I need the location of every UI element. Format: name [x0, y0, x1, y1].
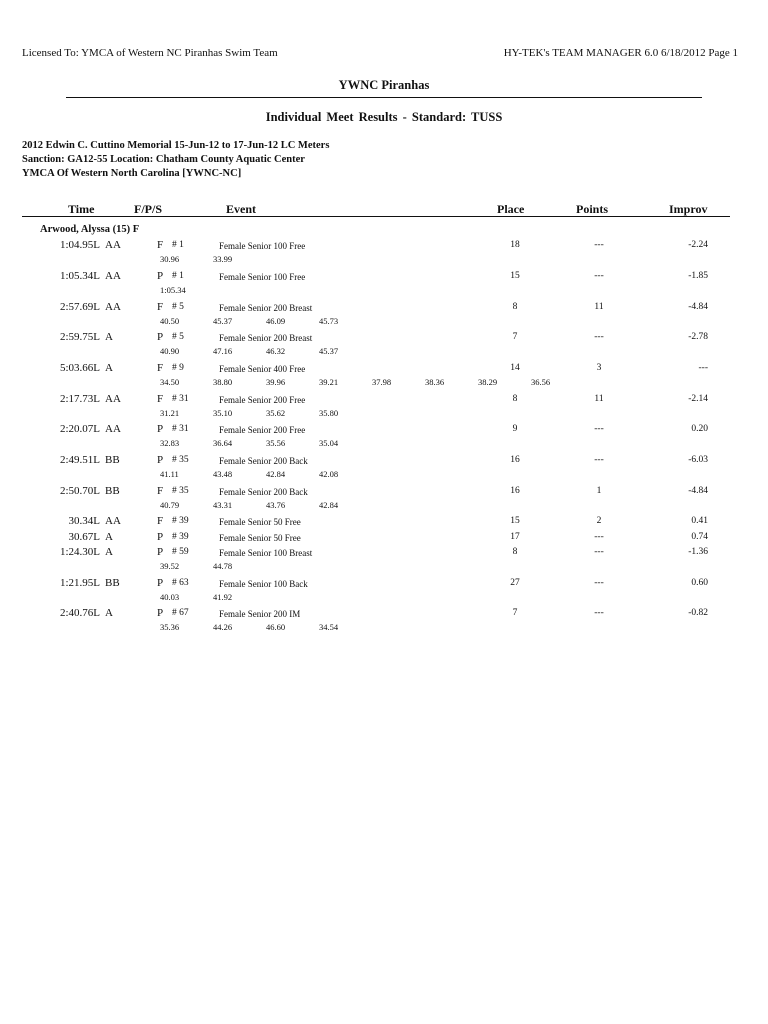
result-improv: 0.41 [691, 516, 708, 526]
result-time: 2:20.07L [59, 423, 100, 435]
result-time: 1:24.30L [59, 546, 100, 558]
result-place: 14 [510, 363, 520, 373]
col-header-time: Time [68, 202, 95, 216]
result-fps: F [157, 362, 164, 374]
result-event-number: # 35 [172, 455, 189, 465]
result-split: 46.60 [266, 622, 286, 632]
result-split: 47.16 [213, 346, 233, 356]
swimmer-name: Arwood, Alyssa (15) F [40, 224, 140, 235]
software-page-info: HY-TEK's TEAM MANAGER 6.0 6/18/2012 Page 1 [503, 47, 738, 59]
col-header-fps: F/P/S [134, 202, 163, 216]
result-split: 40.03 [160, 592, 180, 602]
result-standard: AA [105, 270, 121, 282]
result-time: 2:49.51L [59, 454, 100, 466]
result-points: --- [594, 532, 604, 542]
result-event-number: # 63 [172, 578, 189, 588]
col-header-event: Event [226, 202, 256, 216]
result-improv: -1.36 [688, 547, 708, 557]
result-improv: -0.82 [688, 608, 708, 618]
result-points: --- [594, 240, 604, 250]
result-place: 15 [510, 271, 520, 281]
result-event: Female Senior 200 IM [219, 609, 301, 619]
result-fps: P [157, 607, 164, 619]
result-event: Female Senior 100 Free [219, 272, 306, 282]
result-event: Female Senior 50 Free [219, 517, 301, 527]
result-event-number: # 5 [172, 332, 184, 342]
result-time: 1:21.95L [59, 577, 100, 589]
result-improv: -4.84 [688, 486, 708, 496]
result-event: Female Senior 200 Breast [219, 303, 313, 313]
result-split: 1:05.34 [160, 285, 186, 295]
result-points: --- [594, 455, 604, 465]
result-fps: P [157, 423, 164, 435]
result-split: 34.54 [319, 622, 339, 632]
result-points: --- [594, 578, 604, 588]
result-event-number: # 1 [172, 240, 184, 250]
result-standard: BB [105, 485, 120, 497]
result-time: 2:17.73L [59, 393, 100, 405]
result-points: --- [594, 547, 604, 557]
result-place: 16 [510, 455, 520, 465]
result-split: 38.80 [213, 377, 233, 387]
result-improv: -6.03 [688, 455, 708, 465]
result-split: 35.10 [213, 408, 233, 418]
result-improv: -1.85 [688, 271, 708, 281]
result-time: 5:03.66L [59, 362, 100, 374]
result-split: 41.11 [160, 469, 179, 479]
result-time: 1:04.95L [59, 239, 100, 251]
result-time: 2:57.69L [59, 301, 100, 313]
result-split: 40.50 [160, 316, 180, 326]
result-time: 1:05.34L [59, 270, 100, 282]
result-event: Female Senior 100 Back [219, 579, 308, 589]
result-points: 11 [594, 394, 604, 404]
result-split: 35.56 [266, 438, 286, 448]
result-points: 2 [596, 516, 602, 526]
result-split: 46.09 [266, 316, 286, 326]
result-standard: A [105, 331, 113, 343]
result-place: 7 [512, 608, 518, 618]
result-standard: AA [105, 393, 121, 405]
result-event: Female Senior 200 Back [219, 487, 308, 497]
result-split: 31.21 [160, 408, 180, 418]
result-place: 7 [512, 332, 518, 342]
result-standard: BB [105, 454, 120, 466]
result-event: Female Senior 200 Breast [219, 333, 313, 343]
result-standard: BB [105, 577, 120, 589]
result-standard: A [105, 546, 113, 558]
result-event: Female Senior 50 Free [219, 533, 301, 543]
result-place: 17 [510, 532, 520, 542]
result-split: 43.48 [213, 469, 233, 479]
result-place: 27 [510, 578, 520, 588]
result-improv: 0.20 [691, 424, 708, 434]
result-event-number: # 35 [172, 486, 189, 496]
result-split: 30.96 [160, 254, 180, 264]
result-split: 44.78 [213, 561, 233, 571]
result-split: 32.83 [160, 438, 180, 448]
result-time: 2:40.76L [59, 607, 100, 619]
column-header-divider [22, 216, 730, 217]
result-place: 18 [510, 240, 520, 250]
col-header-improv: Improv [669, 202, 708, 216]
result-event: Female Senior 400 Free [219, 364, 306, 374]
result-split: 37.98 [372, 377, 392, 387]
result-points: 1 [596, 486, 602, 496]
result-event: Female Senior 100 Breast [219, 548, 313, 558]
result-split: 43.31 [213, 500, 233, 510]
result-event-number: # 39 [172, 532, 189, 542]
result-fps: P [157, 331, 164, 343]
result-improv: --- [698, 363, 708, 373]
result-event-number: # 5 [172, 302, 184, 312]
result-split: 40.90 [160, 346, 180, 356]
result-fps: P [157, 531, 164, 543]
col-header-place: Place [497, 202, 525, 216]
report-title: Individual Meet Results - Standard: TUSS [265, 110, 503, 124]
result-event-number: # 31 [172, 394, 189, 404]
result-event-number: # 59 [172, 547, 189, 557]
result-standard: AA [105, 239, 121, 251]
result-points: --- [594, 608, 604, 618]
result-fps: P [157, 270, 164, 282]
result-split: 42.08 [319, 469, 339, 479]
result-standard: A [105, 607, 113, 619]
result-split: 39.52 [160, 561, 180, 571]
result-place: 9 [512, 424, 518, 434]
result-event-number: # 39 [172, 516, 189, 526]
result-split: 38.36 [425, 377, 445, 387]
result-standard: A [105, 362, 113, 374]
team-name: YWNC Piranhas [338, 78, 430, 92]
result-points: --- [594, 271, 604, 281]
result-split: 34.50 [160, 377, 180, 387]
result-standard: AA [105, 423, 121, 435]
result-split: 35.04 [319, 438, 339, 448]
result-improv: -4.84 [688, 302, 708, 312]
result-fps: F [157, 485, 164, 497]
result-split: 38.29 [478, 377, 498, 387]
result-fps: F [157, 515, 164, 527]
result-place: 8 [512, 547, 518, 557]
result-split: 45.73 [319, 316, 339, 326]
result-event: Female Senior 200 Back [219, 456, 308, 466]
result-fps: F [157, 239, 164, 251]
result-split: 35.80 [319, 408, 339, 418]
result-fps: P [157, 546, 164, 558]
meet-info [22, 139, 329, 181]
result-split: 33.99 [213, 254, 233, 264]
result-time: 2:50.70L [59, 485, 100, 497]
result-points: --- [594, 424, 604, 434]
result-event-number: # 67 [172, 608, 189, 618]
result-place: 8 [512, 394, 518, 404]
result-time: 30.67L [68, 531, 100, 543]
result-fps: P [157, 454, 164, 466]
result-fps: F [157, 301, 164, 313]
result-standard: A [105, 531, 113, 543]
result-split: 45.37 [319, 346, 339, 356]
result-event: Female Senior 100 Free [219, 241, 306, 251]
result-improv: 0.74 [691, 532, 708, 542]
title-divider [66, 97, 702, 98]
result-split: 42.84 [319, 500, 339, 510]
result-fps: P [157, 577, 164, 589]
result-standard: AA [105, 515, 121, 527]
result-split: 39.96 [266, 377, 286, 387]
result-place: 8 [512, 302, 518, 312]
result-split: 46.32 [266, 346, 286, 356]
result-split: 44.26 [213, 622, 233, 632]
result-improv: -2.24 [688, 240, 708, 250]
result-fps: F [157, 393, 164, 405]
license-text: Licensed To: YMCA of Western NC Piranhas Swim Team [22, 47, 278, 59]
result-split: 36.64 [213, 438, 233, 448]
result-event: Female Senior 200 Free [219, 395, 306, 405]
result-split: 36.56 [531, 377, 551, 387]
meet-name-dates: 2012 Edwin C. Cuttino Memorial 15-Jun-12 to 17-Jun-12 LC Meters [22, 140, 330, 151]
result-points: --- [594, 332, 604, 342]
result-improv: 0.60 [691, 578, 708, 588]
result-time: 2:59.75L [59, 331, 100, 343]
result-split: 39.21 [319, 377, 339, 387]
result-place: 15 [510, 516, 520, 526]
result-event-number: # 9 [172, 363, 184, 373]
col-header-points: Points [576, 202, 609, 216]
result-event-number: # 1 [172, 271, 184, 281]
result-time: 30.34L [68, 515, 100, 527]
result-split: 35.62 [266, 408, 286, 418]
result-standard: AA [105, 301, 121, 313]
result-split: 40.79 [160, 500, 180, 510]
meet-sanction-location: Sanction: GA12-55 Location: Chatham County Aquatic Center [22, 154, 305, 165]
result-split: 35.36 [160, 622, 180, 632]
result-points: 11 [594, 302, 604, 312]
result-split: 42.84 [266, 469, 286, 479]
result-improv: -2.78 [688, 332, 708, 342]
result-improv: -2.14 [688, 394, 708, 404]
result-place: 16 [510, 486, 520, 496]
result-event-number: # 31 [172, 424, 189, 434]
result-points: 3 [596, 363, 602, 373]
result-split: 41.92 [213, 592, 233, 602]
result-split: 43.76 [266, 500, 286, 510]
result-split: 45.37 [213, 316, 233, 326]
meet-team: YMCA Of Western North Carolina [YWNC-NC] [22, 168, 242, 179]
result-event: Female Senior 200 Free [219, 425, 306, 435]
